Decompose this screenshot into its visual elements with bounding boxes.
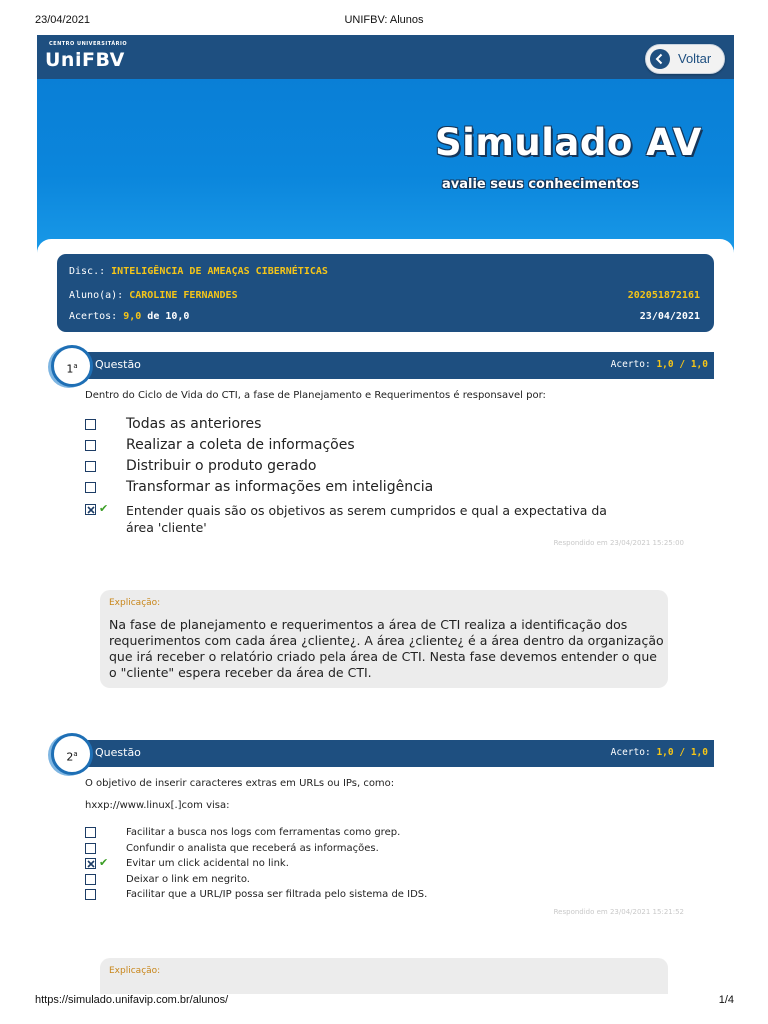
checkbox-icon[interactable] bbox=[85, 482, 96, 493]
page-title: Simulado AV bbox=[435, 121, 702, 164]
question-header bbox=[57, 352, 714, 379]
option-text: Facilitar que a URL/IP possa ser filtrada pelo sistema de IDS. bbox=[126, 889, 428, 900]
acerto-separator: / bbox=[679, 359, 686, 370]
question-score bbox=[611, 747, 708, 758]
explanation-heading: Explicação: bbox=[109, 966, 161, 976]
discipline-row bbox=[69, 266, 328, 277]
checkbox-icon[interactable] bbox=[85, 874, 96, 885]
question-number-badge bbox=[51, 733, 93, 775]
correct-check-icon: ✔ bbox=[99, 856, 109, 869]
explanation-box bbox=[100, 958, 668, 994]
acerto-separator: / bbox=[679, 747, 686, 758]
logo: UniFBV bbox=[45, 49, 125, 71]
option-text: Realizar a coleta de informações bbox=[126, 437, 355, 453]
question-label: Questão bbox=[95, 358, 141, 371]
page-subtitle: avalie seus conhecimentos bbox=[442, 177, 639, 192]
option-text: Todas as anteriores bbox=[126, 416, 262, 432]
responded-timestamp: Respondido em 23/04/2021 15:25:00 bbox=[553, 539, 684, 547]
checkbox-icon[interactable] bbox=[85, 419, 96, 430]
question-text: Dentro do Ciclo de Vida do CTI, a fase de Planejamento e Requerimentos é responsavel por: bbox=[85, 390, 546, 401]
exam-date: 23/04/2021 bbox=[639, 311, 700, 322]
question-number-suffix: a bbox=[73, 362, 78, 370]
student-name: CAROLINE FERNANDES bbox=[129, 290, 238, 301]
exam-info-card bbox=[57, 254, 714, 332]
option-text: Entender quais são os objetivos as serem cumpridos e qual a expectativa da bbox=[126, 503, 607, 518]
acerto-value: 1,0 bbox=[656, 359, 674, 370]
option-text: Facilitar a busca nos logs com ferramentas como grep. bbox=[126, 827, 401, 838]
question-number: 1 bbox=[66, 362, 74, 376]
arrow-left-icon bbox=[650, 49, 670, 69]
student-id: 202051872161 bbox=[627, 290, 700, 301]
responded-timestamp: Respondido em 23/04/2021 15:21:52 bbox=[553, 908, 684, 916]
question-text: O objetivo de inserir caracteres extras em URLs ou IPs, como: bbox=[85, 778, 395, 789]
print-date: 23/04/2021 bbox=[35, 14, 91, 26]
discipline-value: INTELIGÊNCIA DE AMEAÇAS CIBERNÉTICAS bbox=[111, 266, 328, 277]
explanation-text: Na fase de planejamento e requerimentos a área de CTI realiza a identificação dos requerimentos com cada área ¿cliente¿. A área ¿cliente¿ é a área dentro da organização que irá receber o relatório criado pela área de CTI. Nesta fase devemos entender o que o "cliente" espera receber da área de CTI. bbox=[109, 617, 664, 680]
score-label: Acertos: bbox=[69, 311, 118, 322]
correct-check-icon: ✔ bbox=[99, 502, 109, 515]
checked-checkbox-icon[interactable] bbox=[85, 858, 96, 869]
acerto-label: Acerto: bbox=[610, 747, 651, 758]
print-title: UNIFBV: Alunos bbox=[344, 14, 424, 26]
option-text: Confundir o analista que receberá as informações. bbox=[126, 843, 379, 854]
page-count: 1/4 bbox=[718, 994, 734, 1006]
explanation-heading: Explicação: bbox=[109, 598, 161, 608]
logo-caption: CENTRO UNIVERSITÁRIO bbox=[49, 41, 128, 47]
explanation-box bbox=[100, 590, 668, 688]
checkbox-icon[interactable] bbox=[85, 461, 96, 472]
checked-checkbox-icon[interactable] bbox=[85, 504, 96, 515]
score-row bbox=[69, 311, 189, 322]
acerto-max: 1,0 bbox=[690, 747, 708, 758]
acerto-value: 1,0 bbox=[656, 747, 674, 758]
checkbox-icon[interactable] bbox=[85, 440, 96, 451]
question-number: 2 bbox=[66, 750, 74, 764]
question-header bbox=[57, 740, 714, 767]
acerto-label: Acerto: bbox=[610, 359, 651, 370]
option-text: Distribuir o produto gerado bbox=[126, 458, 317, 474]
student-label: Aluno(a): bbox=[69, 290, 124, 301]
back-button-label: Voltar bbox=[678, 51, 712, 66]
score-value: 9,0 bbox=[123, 311, 142, 322]
option-text: Evitar um click acidental no link. bbox=[126, 858, 289, 869]
header-banner bbox=[37, 35, 734, 257]
discipline-label: Disc.: bbox=[69, 266, 106, 277]
question-number-suffix: a bbox=[73, 750, 78, 758]
question-number-badge bbox=[51, 345, 93, 387]
checkbox-icon[interactable] bbox=[85, 843, 96, 854]
print-url: https://simulado.unifavip.com.br/alunos/ bbox=[35, 994, 229, 1006]
option-text: Transformar as informações em inteligência bbox=[126, 479, 434, 495]
question-text-line2: hxxp://www.linux[.]com visa: bbox=[85, 800, 230, 811]
question-label: Questão bbox=[95, 746, 141, 759]
student-row bbox=[69, 290, 238, 301]
question-score bbox=[611, 359, 708, 370]
checkbox-icon[interactable] bbox=[85, 889, 96, 900]
top-bar bbox=[37, 35, 734, 79]
back-button[interactable] bbox=[645, 44, 725, 74]
checkbox-icon[interactable] bbox=[85, 827, 96, 838]
acerto-max: 1,0 bbox=[690, 359, 708, 370]
score-total: de 10,0 bbox=[147, 311, 190, 322]
option-text: Deixar o link em negrito. bbox=[126, 874, 250, 885]
option-text-line2: área 'cliente' bbox=[126, 520, 207, 535]
